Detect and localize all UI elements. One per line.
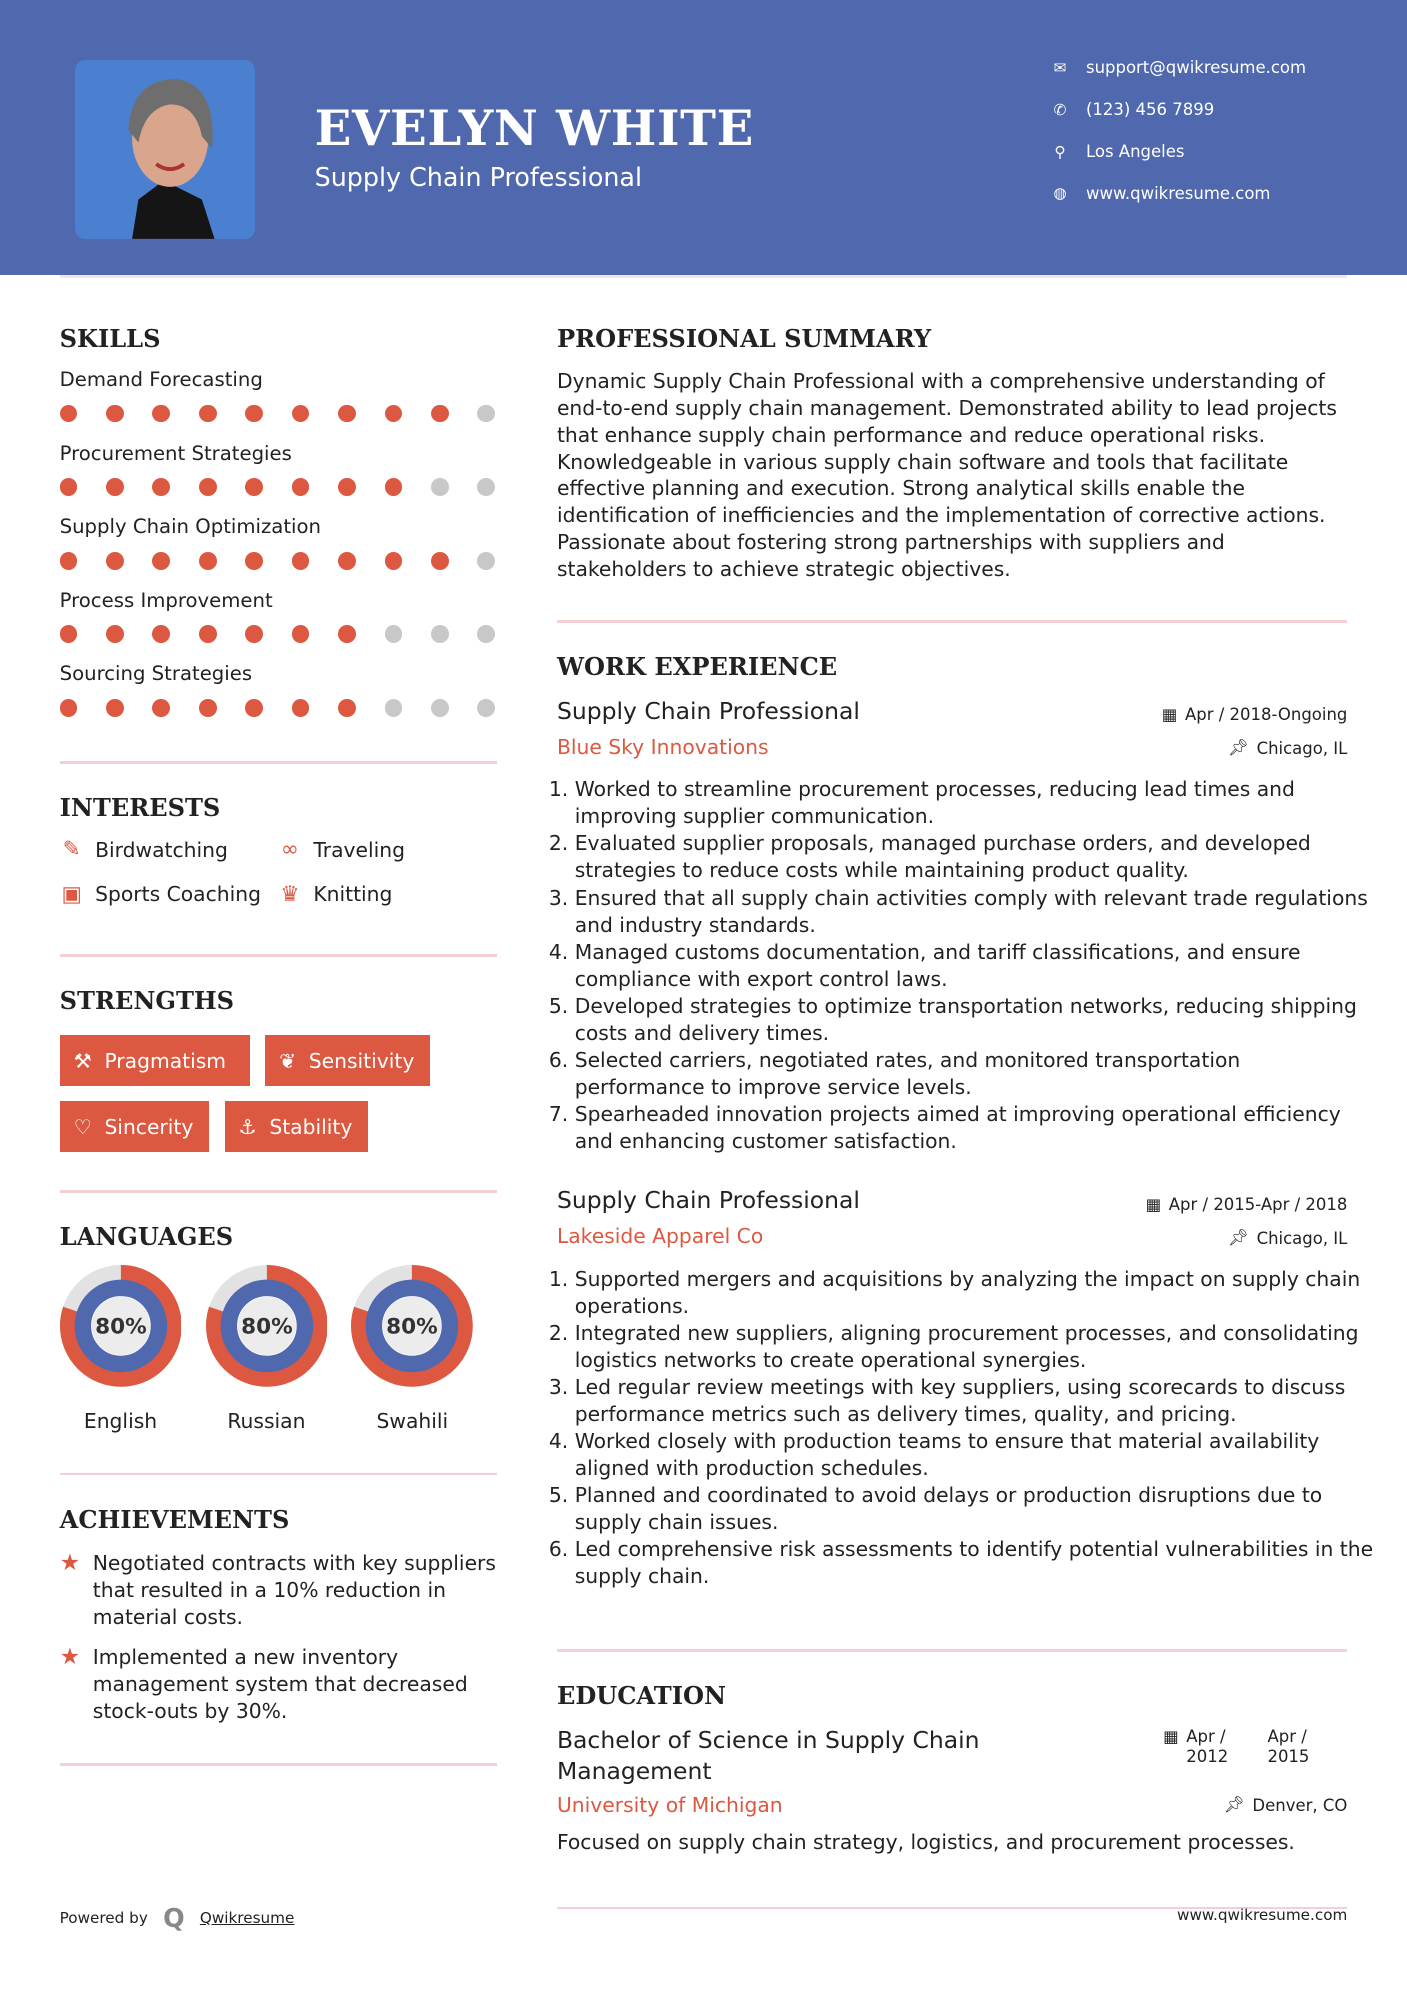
rating-dot-empty: [477, 478, 495, 496]
language-ring: [351, 1265, 473, 1387]
rating-dot-empty: [477, 552, 495, 570]
rating-dot-filled: [60, 699, 78, 717]
education-heading: EDUCATION: [556, 1681, 726, 1711]
divider: [60, 1473, 498, 1476]
interest-item: [60, 837, 228, 862]
contact-website[interactable]: [1052, 184, 1271, 203]
achievement-item: [60, 1644, 498, 1725]
language-label: Swahili: [376, 1409, 449, 1434]
start-date: Apr / 2012: [1186, 1726, 1229, 1766]
skill-rating: [60, 625, 496, 643]
rating-dot-filled: [152, 405, 170, 423]
summary-heading: PROFESSIONAL SUMMARY: [556, 323, 932, 353]
rating-dot-filled: [106, 478, 124, 496]
achievement-item: [60, 1550, 498, 1631]
skill-rating: [60, 699, 496, 717]
rating-dot-filled: [292, 552, 310, 570]
rating-dot-filled: [338, 478, 356, 496]
divider: [60, 954, 498, 957]
strength-tag: [60, 1101, 210, 1152]
interest-item: [278, 882, 393, 907]
rating-dot-filled: [338, 552, 356, 570]
rating-dot-filled: [431, 552, 449, 570]
powered-by-text: Powered by: [59, 1909, 148, 1928]
pin-icon: 📌︎: [1228, 1228, 1249, 1248]
edit-icon: ✎: [62, 837, 81, 863]
job-title: Supply Chain Professional: [556, 696, 860, 725]
company-name: Blue Sky Innovations: [556, 734, 769, 759]
rating-dot-filled: [245, 625, 263, 643]
divider: [60, 1190, 498, 1193]
language-item: [351, 1265, 473, 1434]
strength-tag: [225, 1101, 368, 1152]
rating-dot-empty: [431, 478, 449, 496]
envelope-icon: ✉: [1053, 58, 1067, 77]
divider: [60, 761, 498, 764]
duty-item: 7. Spearheaded innovation projects aimed at improving operational efficiency and enhancing customer satisfaction.: [575, 1101, 1374, 1155]
duty-item: 2. Integrated new suppliers, aligning procurement processes, and consolidating logistics networks to create operational synergies.: [575, 1320, 1374, 1374]
powered-by: [60, 1903, 295, 1933]
rating-dot-filled: [106, 625, 124, 643]
rating-dot-filled: [431, 405, 449, 423]
profile-photo: [75, 60, 255, 239]
end-date: Apr / 2015: [1267, 1726, 1310, 1766]
language-item: [206, 1265, 328, 1434]
rating-dot-filled: [338, 625, 356, 643]
rating-dot-filled: [199, 405, 217, 423]
strength-label: Sensitivity: [308, 1048, 415, 1073]
pin-icon: 📌︎: [1223, 1795, 1245, 1815]
rating-dot-filled: [152, 478, 170, 496]
header-divider: [60, 275, 1348, 278]
globe-icon: ◍: [1053, 184, 1067, 203]
rating-dot-filled: [60, 552, 78, 570]
skill-label: Process Improvement: [59, 588, 273, 612]
website-text: www.qwikresume.com: [1085, 183, 1271, 203]
divider: [557, 620, 1347, 623]
leaf-icon: ❦: [279, 1048, 297, 1073]
skill-label: Procurement Strategies: [59, 441, 292, 465]
star-icon: ★: [59, 1550, 81, 1577]
rating-dot-filled: [106, 552, 124, 570]
rating-dot-filled: [292, 478, 310, 496]
duty-item: 3. Ensured that all supply chain activities comply with relevant trade regulations and industry standards.: [575, 885, 1374, 939]
achievements-heading: ACHIEVEMENTS: [59, 1504, 290, 1534]
qwikresume-link[interactable]: Qwikresume: [199, 1909, 295, 1928]
divider: [60, 1763, 498, 1766]
company-name: Lakeside Apparel Co: [556, 1224, 764, 1249]
rating-dot-filled: [385, 552, 403, 570]
header: [0, 0, 1407, 275]
rating-dot-filled: [245, 699, 263, 717]
rating-dot-empty: [477, 625, 495, 643]
rating-dot-filled: [245, 478, 263, 496]
school: University of Michigan: [556, 1792, 783, 1817]
duties-list: [557, 776, 1374, 1154]
job-dates: [1146, 1195, 1348, 1214]
language-percent: 80%: [386, 1314, 439, 1340]
rating-dot-empty: [431, 699, 449, 717]
location-text: Los Angeles: [1085, 142, 1185, 162]
strengths-heading: STRENGTHS: [59, 985, 235, 1015]
rating-dot-filled: [385, 405, 403, 423]
rating-dot-filled: [199, 699, 217, 717]
pin-icon: 📌︎: [1228, 738, 1249, 758]
education-description: Focused on supply chain strategy, logistics, and procurement processes.: [556, 1830, 1295, 1855]
duties-list: [557, 1266, 1374, 1590]
achievement-text: Implemented a new inventory management system that decreased stock-outs by 30%.: [92, 1645, 468, 1724]
interest-label: Sports Coaching: [95, 882, 261, 907]
language-percent: 80%: [240, 1314, 293, 1340]
skill-label: Demand Forecasting: [59, 367, 263, 391]
education-location: [1224, 1795, 1347, 1815]
summary-text: Dynamic Supply Chain Professional with a comprehensive understanding of end-to-end supply chain management. Demonstrated ability to lead projects that enhance supply chain performance and reduce operational risks. Knowledgeable in various supply chain software and tools that facilitate effective planning and execution. Strong analytical skills enable the identification of inefficiencies and the implementation of corrective actions. Passionate about fostering strong partnerships with suppliers and stakeholders to achieve strategic objectives.: [556, 368, 1337, 582]
qwikresume-logo-icon: Q: [163, 1903, 185, 1934]
degree: Bachelor of Science in Supply Chain Management: [556, 1726, 980, 1785]
star-icon: ★: [59, 1644, 81, 1671]
language-ring: [206, 1265, 328, 1387]
rating-dot-filled: [292, 699, 310, 717]
rating-dot-filled: [292, 625, 310, 643]
contact-email[interactable]: [1052, 58, 1306, 77]
duty-item: 6. Led comprehensive risk assessments to identify potential vulnerabilities in the supply chain.: [575, 1536, 1374, 1590]
rating-dot-filled: [292, 405, 310, 423]
interest-label: Birdwatching: [95, 837, 228, 862]
achievement-text: Negotiated contracts with key suppliers that resulted in a 10% reduction in material costs.: [92, 1551, 496, 1630]
skill-rating: [60, 478, 496, 496]
trophy-icon: ♛: [280, 881, 300, 907]
duty-item: 6. Selected carriers, negotiated rates, and monitored transportation performance to improve service levels.: [575, 1047, 1374, 1101]
strength-label: Pragmatism: [104, 1048, 227, 1073]
dates-text: Apr / 2018-Ongoing: [1184, 705, 1348, 725]
rating-dot-filled: [152, 552, 170, 570]
skill-label: Supply Chain Optimization: [59, 515, 321, 539]
candidate-title: Supply Chain Professional: [314, 162, 643, 193]
strength-label: Sincerity: [104, 1114, 194, 1139]
duty-item: 4. Worked closely with production teams to ensure that material availability aligned with production schedules.: [575, 1428, 1374, 1482]
email-text: support@qwikresume.com: [1085, 58, 1307, 78]
anchor-icon: ⚓: [238, 1114, 257, 1139]
rating-dot-empty: [385, 699, 403, 717]
language-ring: [60, 1265, 182, 1387]
map-pin-icon: ⚲: [1054, 142, 1066, 161]
language-label: English: [83, 1409, 158, 1434]
binoculars-icon: ∞: [280, 837, 299, 863]
rating-dot-filled: [199, 552, 217, 570]
heart-icon: ♡: [73, 1114, 92, 1139]
location-text: Chicago, IL: [1256, 1228, 1348, 1248]
strength-tag: [265, 1035, 430, 1086]
gavel-icon: ⚒: [73, 1048, 92, 1073]
contact-phone: [1052, 100, 1214, 119]
duty-item: 3. Led regular review meetings with key suppliers, using scorecards to discuss performance metrics such as delivery times, quality, and pricing.: [575, 1374, 1374, 1428]
rating-dot-filled: [199, 478, 217, 496]
rating-dot-filled: [199, 625, 217, 643]
location-text: Denver, CO: [1252, 1795, 1348, 1815]
interest-label: Traveling: [313, 837, 405, 862]
rating-dot-filled: [152, 625, 170, 643]
duty-item: 5. Developed strategies to optimize transportation networks, reducing shipping costs and delivery times.: [575, 993, 1374, 1047]
language-item: [60, 1265, 182, 1434]
language-percent: 80%: [94, 1314, 147, 1340]
languages-heading: LANGUAGES: [59, 1221, 234, 1251]
strength-label: Stability: [269, 1114, 353, 1139]
divider: [557, 1649, 1347, 1652]
language-label: Russian: [227, 1409, 306, 1434]
experience-heading: WORK EXPERIENCE: [556, 652, 838, 682]
rating-dot-empty: [385, 625, 403, 643]
interest-label: Knitting: [313, 882, 393, 907]
rating-dot-filled: [60, 405, 78, 423]
candidate-name: EVELYN WHITE: [314, 101, 755, 158]
job-location: [1228, 1228, 1347, 1248]
contact-location: [1052, 142, 1185, 161]
calendar-icon: ▦: [1145, 1195, 1162, 1215]
dates-text: Apr / 2015-Apr / 2018: [1168, 1195, 1348, 1215]
skills-heading: SKILLS: [59, 323, 161, 353]
rating-dot-filled: [338, 405, 356, 423]
duty-item: 1. Worked to streamline procurement processes, reducing lead times and improving supplier communication.: [575, 776, 1374, 830]
rating-dot-filled: [152, 699, 170, 717]
rating-dot-filled: [60, 478, 78, 496]
calendar-icon: ▦: [1161, 705, 1178, 725]
phone-icon: ✆: [1053, 100, 1067, 119]
skill-rating: [60, 552, 496, 570]
job-title: Supply Chain Professional: [556, 1186, 860, 1215]
duty-item: 2. Evaluated supplier proposals, managed purchase orders, and developed strategies to reduce costs while maintaining product quality.: [575, 830, 1374, 884]
rating-dot-empty: [477, 699, 495, 717]
rating-dot-filled: [106, 699, 124, 717]
strength-tag: [60, 1035, 250, 1086]
calendar-icon: ▦: [1163, 1726, 1179, 1746]
job-location: [1228, 738, 1347, 758]
skill-rating: [60, 405, 496, 423]
job-dates: [1162, 705, 1348, 724]
rating-dot-empty: [477, 405, 495, 423]
rating-dot-filled: [245, 405, 263, 423]
location-text: Chicago, IL: [1256, 738, 1348, 758]
rating-dot-filled: [385, 478, 403, 496]
education-dates: [1163, 1727, 1318, 1768]
briefcase-icon: ▣: [61, 881, 82, 907]
interest-item: [278, 837, 405, 862]
rating-dot-filled: [106, 405, 124, 423]
interests-heading: INTERESTS: [59, 792, 221, 822]
rating-dot-filled: [60, 625, 78, 643]
duty-item: 4. Managed customs documentation, and tariff classifications, and ensure compliance with export control laws.: [575, 939, 1374, 993]
phone-text: (123) 456 7899: [1085, 100, 1215, 120]
skill-label: Sourcing Strategies: [59, 662, 253, 686]
interest-item: [60, 882, 261, 907]
duty-item: 1. Supported mergers and acquisitions by analyzing the impact on supply chain operations.: [575, 1266, 1374, 1320]
rating-dot-empty: [431, 625, 449, 643]
rating-dot-filled: [338, 699, 356, 717]
footer-website[interactable]: www.qwikresume.com: [1177, 1905, 1348, 1924]
duty-item: 5. Planned and coordinated to avoid delays or production disruptions due to supply chain issues.: [575, 1482, 1374, 1536]
rating-dot-filled: [245, 552, 263, 570]
